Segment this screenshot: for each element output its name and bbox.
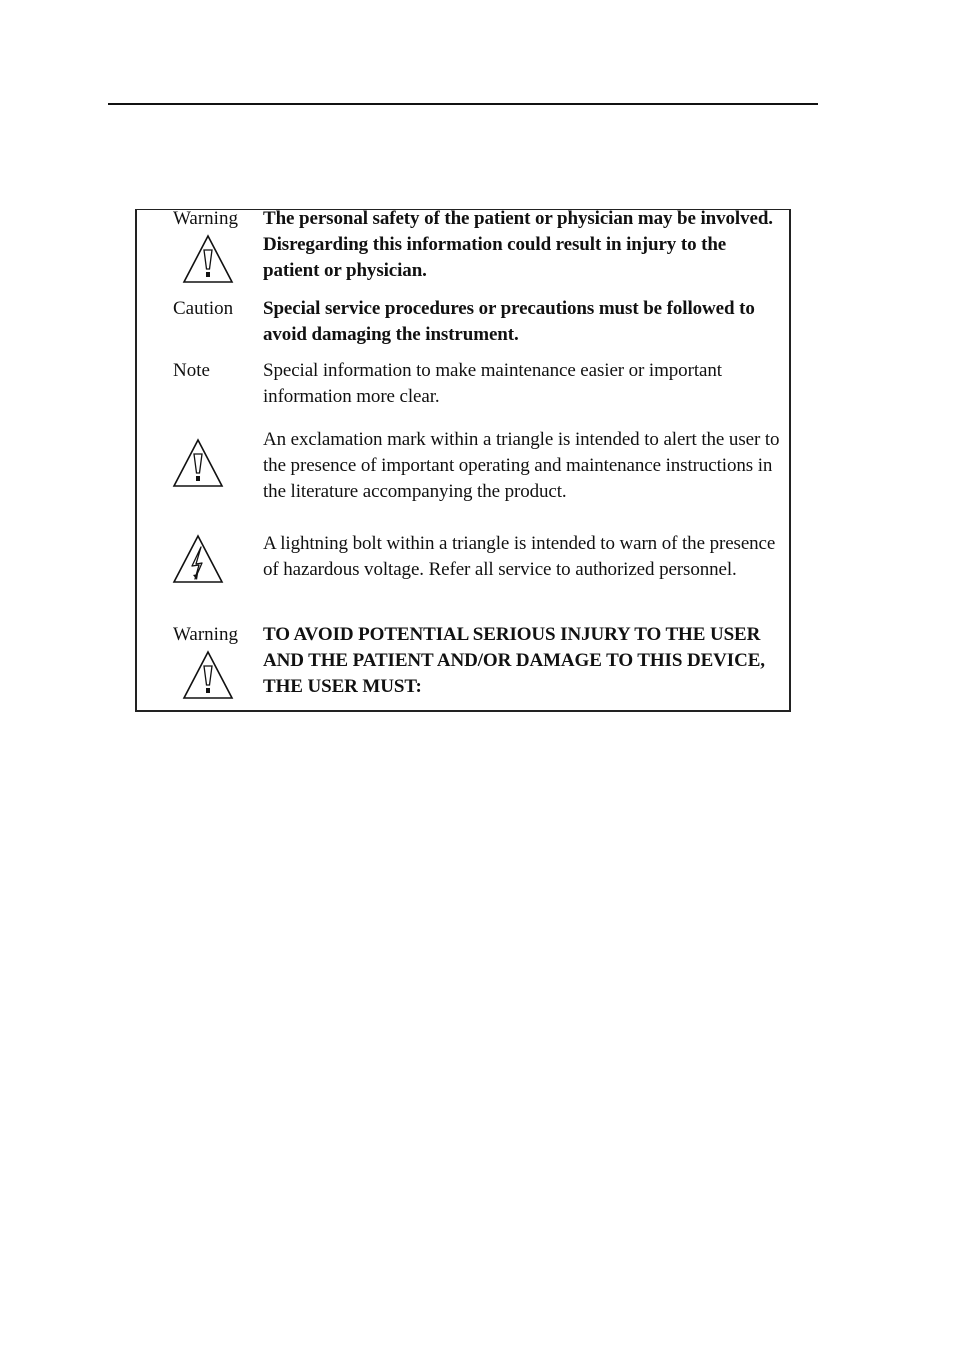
- warning-label: Warning: [173, 208, 238, 229]
- symbol-label-cell: [173, 296, 263, 322]
- safety-symbols-table: [135, 209, 791, 712]
- header-rule: [108, 103, 818, 105]
- symbol-label-cell: [173, 206, 263, 285]
- caution-description: Special service procedures or precautions must be followed to avoid damaging the instrument.: [263, 298, 755, 345]
- warning-user-description: TO AVOID POTENTIAL SERIOUS INJURY TO THE USER AND THE PATIENT AND/OR DAMAGE TO THIS DEVICE, THE USER MUST:: [263, 624, 765, 697]
- symbol-label-cell: [173, 531, 263, 585]
- symbol-label-cell: [173, 622, 263, 701]
- lightning-triangle-icon: [172, 533, 228, 585]
- lightning-description: A lightning bolt within a triangle is intended to warn of the presence of hazardous voltage. Refer all service to authorized personnel.: [263, 533, 776, 580]
- note-description: Special information to make maintenance easier or important information more clear.: [263, 360, 722, 407]
- exclamation-triangle-icon: [182, 649, 238, 701]
- exclamation-triangle-icon: [182, 233, 238, 285]
- symbol-label-cell: [173, 427, 263, 489]
- exclamation-triangle-icon: [172, 437, 228, 489]
- exclamation-description: An exclamation mark within a triangle is intended to alert the user to the presence of important operating and maintenance instructions in the literature accompanying the product.: [263, 429, 780, 502]
- symbol-label-cell: [173, 358, 263, 384]
- warning-description: The personal safety of the patient or physician may be involved. Disregarding this information could result in injury to the patient or physician.: [263, 208, 773, 281]
- warning-label: Warning: [173, 624, 238, 645]
- note-label: Note: [173, 360, 210, 381]
- caution-label: Caution: [173, 298, 234, 319]
